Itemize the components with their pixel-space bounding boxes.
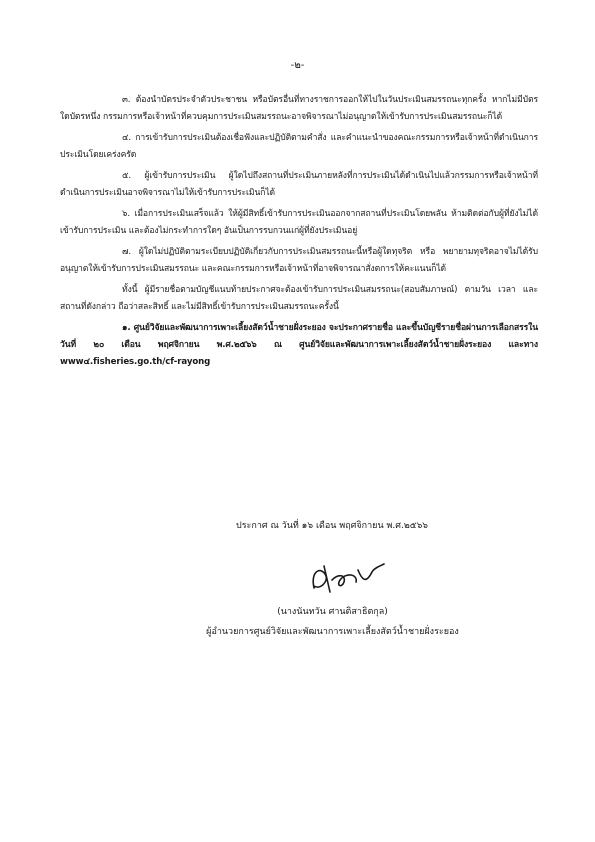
attendance-notice-paragraph: ทั้งนี้ ผู้มีรายชื่อตามบัญชีแนบท้ายประกาศจะต้องเข้ารับการประเมินสมรรถนะ(สอบสัมภาษณ์) ตามวัน เวลา และสถานที่ดังกล่าว ถือว่าสละสิทธิ์ และไม่มีสิทธิ์เข้ารับการประเมินสมรรถนะครั้งนี้ xyxy=(60,285,538,312)
rule-paragraph-5: ๕. ผู้เข้ารับการประเมิน ผู้ใดไปถึงสถานที่ประเมินภายหลังที่การประเมินได้ดำเนินไปแล้วกรรมการหรือเจ้าหน้าที่ดำเนินการประเมินอาจพิจารณาไม่ให้เข้ารับการประเมินก็ได้ xyxy=(60,171,538,198)
signer-title: ผู้อำนวยการศูนย์วิจัยและพัฒนาการเพาะเลี้ยงสัตว์น้ำชายฝั่งระยอง xyxy=(206,627,459,637)
document-body xyxy=(60,92,538,375)
announcement-date-line: ประกาศ ณ วันที่ ๑๖ เดือน พฤศจิกายน พ.ศ.๒๕๖๖ xyxy=(236,521,428,531)
rule-paragraph-7: ๗. ผู้ใดไม่ปฏิบัติตามระเบียบปฏิบัติเกี่ยวกับการประเมินสมรรถนะนี้หรือผู้ใดทุจริต หรือ พยายามทุจริตอาจไม่ได้รับอนุญาตให้เข้ารับการประเมินสมรรถนะ และคณะกรรมการหรือเจ้าหน้าที่อาจพิจารณาสั่งตการให้คะแนนก็ได้ xyxy=(60,247,538,274)
signer-name: (นางนันทวัน ศานติสาธิตกุล) xyxy=(277,607,388,617)
rule-paragraph-4: ๔. การเข้ารับการประเมินต้องเชื่อฟังและปฏิบัติตามคำสั่ง และคำแนะนำของคณะกรรมการหรือเจ้าหน้าที่ดำเนินการประเมินโดยเคร่งครัด xyxy=(60,133,538,160)
page-number: -๒- xyxy=(290,60,305,71)
rule-paragraph-6: ๖. เมื่อการประเมินเสร็จแล้ว ให้ผู้มีสิทธิ์เข้ารับการประเมินออกจากสถานที่ประเมินโดยพลัน ห้ามติดต่อกับผู้ที่ยังไม่ได้เข้ารับการประเมิน และต้องไม่กระทำการใดๆ อันเป็นการรบกวนแก่ผู้ที่ยังประเมินอยู่ xyxy=(60,209,538,236)
handwritten-signature xyxy=(300,560,390,596)
results-announcement-paragraph: ๑. ศูนย์วิจัยและพัฒนาการเพาะเลี้ยงสัตว์น้ำชายฝั่งระยอง จะประกาศรายชื่อ และขึ้นบัญชีรายชื่อผ่านการเลือกสรรในวันที่ ๒๐ เดือน พฤศจิกายน พ.ศ.๒๕๖๖ ณ ศูนย์วิจัยและพัฒนาการเพาะเลี้ยงสัตว์น้ำชายฝั่งระยอง และทาง www๔.fisheries.go.th/cf-rayong xyxy=(60,323,538,367)
rule-paragraph-3: ๓. ต้องนำบัตรประจำตัวประชาชน หรือบัตรอื่นที่ทางราชการออกให้ไปในวันประเมินสมรรถนะทุกครั้ง หากไม่มีบัตรใดบัตรหนึ่ง กรรมการหรือเจ้าหน้าที่ควบคุมการประเมินสมรรถนะอาจพิจารณาไม่อนุญาตให้เข้ารับการประเมินสมรรถนะก็ได้ xyxy=(60,95,538,122)
